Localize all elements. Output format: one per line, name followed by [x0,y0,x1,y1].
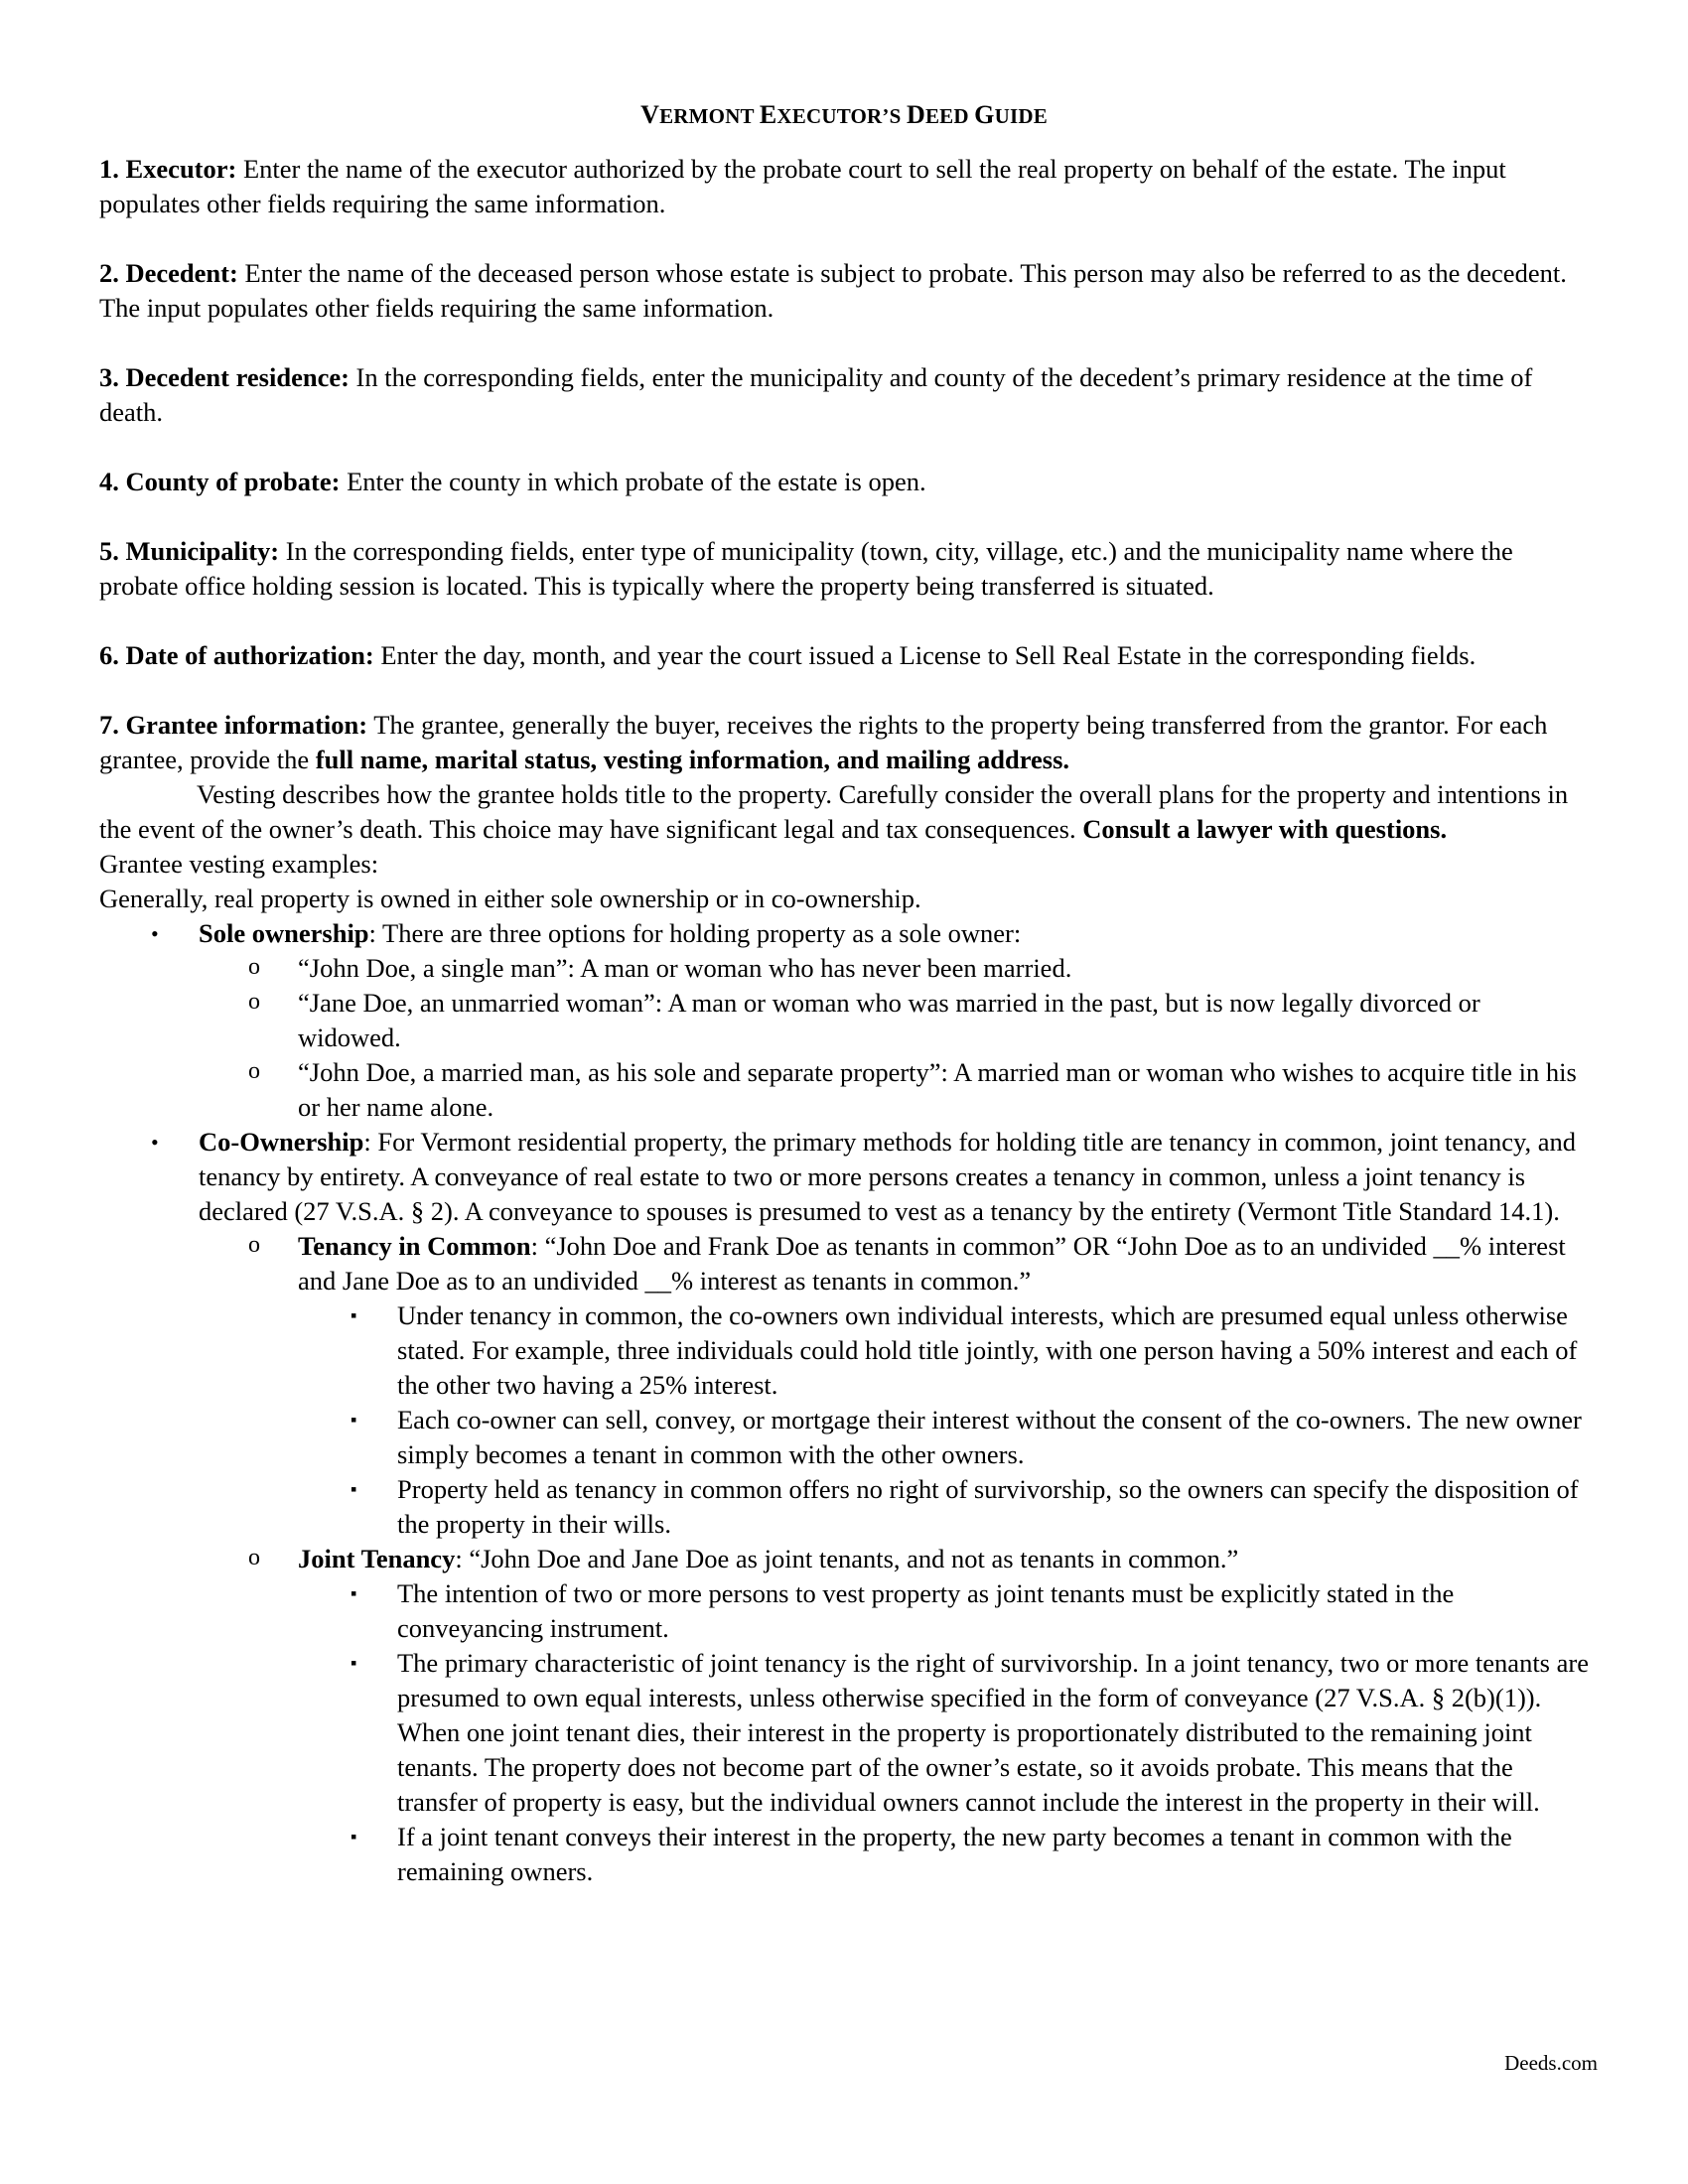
list-item: ▪ Each co-owner can sell, convey, or mortgage their interest without the consent of the co-owners. The new owner simply becomes a tenant in common with the other owners. [351,1405,1582,1469]
document-page [99,97,1589,1889]
circle-marker: o [248,1232,260,1258]
circle-marker: o [248,954,260,980]
list-item-sole-ownership: • Sole ownership: There are three options for holding property as a sole owner: [99,916,1589,951]
ownership-intro: Generally, real property is owned in either sole ownership or in co-ownership. [99,884,921,913]
list-item-co-ownership: • Co-Ownership: For Vermont residential property, the primary methods for holding title are tenancy in common, joint tenancy, and tenancy by entirety. A conveyance of real estate to two or more persons creates a tenancy in common, unless a joint tenancy is declared (27 V.S.A. § 2). A conveyance to spouses is presumed to vest as a tenancy by the entirety (Vermont Title Standard 14.1). [151,1127,1577,1226]
list-item: ▪ The primary characteristic of joint tenancy is the right of survivorship. In a joint tenancy, two or more tenants are presumed to own equal interests, unless otherwise specified in the form of conveyance (27 V.S.A. § 2(b)(1)). When one joint tenant dies, their interest in the property is proportionately distributed to the remaining joint tenants. The property does not become part of the owner’s estate, so it avoids probate. This means that the transfer of property is easy, but the individual owners cannot include the interest in the property in their will. [351,1648,1589,1817]
section-municipality: 5. Municipality: In the corresponding fields, enter type of municipality (town, city, village, etc.) and the municipality name where the probate office holding session is located. This is typically where the property being transferred is situated. [99,536,1513,601]
square-marker: ▪ [351,1305,357,1325]
circle-marker: o [248,1545,260,1570]
square-marker: ▪ [351,1827,357,1846]
bullet-marker: • [151,1130,159,1155]
square-marker: ▪ [351,1583,357,1603]
square-marker: ▪ [351,1410,357,1430]
list-item: o “John Doe, a married man, as his sole and separate property”: A married man or woman who wishes to acquire title in his or her name alone. [99,1055,1589,1125]
vesting-paragraph: Vesting describes how the grantee holds title to the property. Carefully consider the overall plans for the property and intentions in the event of the owner’s death. This choice may have significant legal and tax consequences. Consult a lawyer with questions. [99,779,1569,844]
circle-marker: o [248,989,260,1015]
section-decedent-residence: 3. Decedent residence: In the corresponding fields, enter the municipality and county of the decedent’s primary residence at the time of death. [99,362,1533,427]
list-item: o “Jane Doe, an unmarried woman”: A man or woman who was married in the past, but is now legally divorced or widowed. [99,986,1589,1055]
list-item: ▪ The intention of two or more persons to vest property as joint tenants must be explicitly stated in the conveyancing instrument. [351,1578,1455,1643]
section-grantee-information: 7. Grantee information: The grantee, generally the buyer, receives the rights to the property being transferred from the grantor. For each grantee, provide the full name, marital status, vesting information, and mailing address. [99,710,1548,774]
list-item-joint-tenancy: o Joint Tenancy: “John Doe and Jane Doe as joint tenants, and not as tenants in common.” [99,1542,1589,1576]
list-item: ▪ Under tenancy in common, the co-owners own individual interests, which are presumed equal unless otherwise stated. For example, three individuals could hold title jointly, with one person having a 50% interest and each of the other two having a 25% interest. [351,1300,1578,1400]
document-title: VERMONT EXECUTOR’S DEED GUIDE [640,100,1048,129]
list-item: ▪ If a joint tenant conveys their interest in the property, the new party becomes a tenant in common with the remaining owners. [351,1822,1512,1886]
section-executor: 1. Executor: Enter the name of the executor authorized by the probate court to sell the real property on behalf of the estate. The input populates other fields requiring the same information. [99,154,1506,218]
vesting-examples-label: Grantee vesting examples: [99,849,379,879]
section-date-of-authorization: 6. Date of authorization: Enter the day, month, and year the court issued a License to Sell Real Estate in the corresponding fields. [99,640,1477,670]
list-item-tenancy-in-common: o Tenancy in Common: “John Doe and Frank Doe as tenants in common” OR “John Doe as to an undivided __% interest and Jane Doe as to an undivided __% interest as tenants in common.” [99,1229,1589,1298]
square-marker: ▪ [351,1479,357,1499]
ownership-list [99,916,1589,1889]
list-item: o “John Doe, a single man”: A man or woman who has never been married. [99,951,1589,986]
circle-marker: o [248,1058,260,1084]
section-county-of-probate: 4. County of probate: Enter the county in which probate of the estate is open. [99,467,926,496]
bullet-marker: • [151,921,159,946]
list-item: ▪ Property held as tenancy in common offers no right of survivorship, so the owners can specify the disposition of the property in their wills. [351,1474,1579,1539]
square-marker: ▪ [351,1653,357,1673]
footer-brand: Deeds.com [1504,2051,1598,2075]
section-decedent: 2. Decedent: Enter the name of the deceased person whose estate is subject to probate. This person may also be referred to as the decedent. The input populates other fields requiring the same information. [99,258,1567,323]
